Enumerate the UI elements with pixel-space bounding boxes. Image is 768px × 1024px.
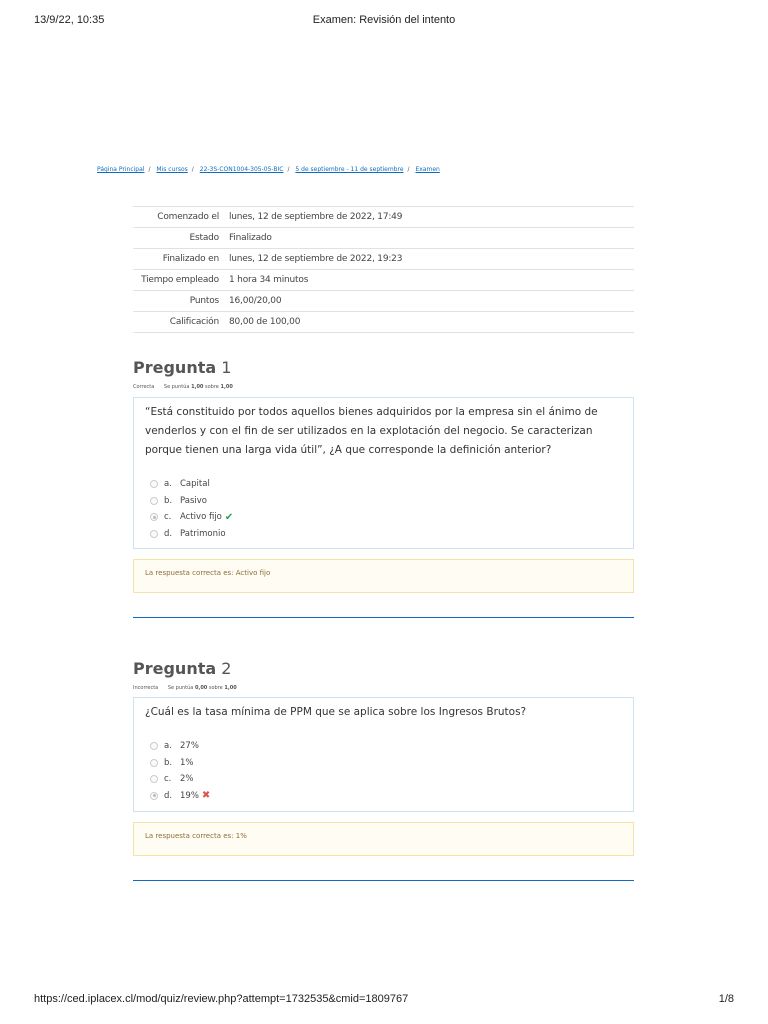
answer-option[interactable] [150,755,633,772]
summary-label: Calificación [133,312,225,333]
answer-letter: d. [164,790,173,801]
answer-label: 2% [180,774,194,785]
check-icon: ✔ [224,511,234,523]
radio-checked-icon[interactable] [150,792,158,800]
answer-option[interactable] [150,509,633,526]
summary-value: 80,00 de 100,00 [225,312,634,333]
answer-option[interactable] [150,476,633,493]
grade-score: 1,00 [191,384,204,390]
summary-label: Estado [133,228,225,249]
breadcrumb-exam[interactable]: Examen [415,166,440,173]
radio-checked-icon[interactable] [150,513,158,521]
question-title [133,659,231,678]
breadcrumb-week[interactable]: 5 de septiembre - 11 de septiembre [295,166,404,173]
answer-label: Pasivo [180,495,207,506]
summary-value: lunes, 12 de septiembre de 2022, 17:49 [225,207,634,228]
answer-letter: c. [164,774,172,785]
question-word: Pregunta [133,358,217,377]
answer-option[interactable] [150,788,633,805]
summary-value: 1 hora 34 minutos [225,270,634,291]
answer-label: Patrimonio [180,528,226,539]
summary-row-marks [133,291,634,312]
print-header [0,14,768,34]
radio-icon[interactable] [150,480,158,488]
breadcrumb-separator: / [148,166,151,173]
answer-label: Capital [180,479,210,490]
breadcrumb-course[interactable]: 22-3S-CON1004-305-05-BIC [199,166,284,173]
question-status: Correcta [133,384,155,390]
breadcrumb [97,166,440,173]
summary-row-state [133,228,634,249]
summary-row-started [133,207,634,228]
radio-icon[interactable] [150,530,158,538]
answer-option[interactable] [150,493,633,510]
question-text: ¿Cuál es la tasa mínima de PPM que se aplica sobre los Ingresos Brutos? [145,706,527,718]
summary-label: Comenzado el [133,207,225,228]
summary-row-grade [133,312,634,333]
question-grade [168,685,237,691]
question-grade [164,384,233,390]
grade-separator: sobre [208,685,223,691]
attempt-summary-table [133,206,634,333]
answer-letter: a. [164,741,172,752]
breadcrumb-my-courses[interactable]: Mis cursos [156,166,188,173]
grade-max: 1,00 [224,685,237,691]
answer-option[interactable] [150,526,633,543]
question-divider [133,880,634,881]
grade-prefix: Se puntúa [163,384,190,390]
summary-value: 16,00/20,00 [225,291,634,312]
answer-label: Activo fijo [180,512,222,523]
answer-option[interactable] [150,738,633,755]
breadcrumb-separator: / [407,166,410,173]
answer-label: 27% [180,741,199,752]
radio-icon[interactable] [150,742,158,750]
answer-list [134,460,633,542]
question-status: Incorrecta [133,685,159,691]
summary-label: Finalizado en [133,249,225,270]
summary-label: Puntos [133,291,225,312]
summary-label: Tiempo empleado [133,270,225,291]
answer-letter: b. [164,757,173,768]
question-info [133,685,237,691]
breadcrumb-separator: / [191,166,194,173]
answer-option[interactable] [150,771,633,788]
breadcrumb-home[interactable]: Página Principal [97,166,145,173]
question-title [133,358,231,377]
print-url: https://ced.iplacex.cl/mod/quiz/review.php?attempt=1732535&cmid=1809767 [34,993,409,1005]
print-datetime: 13/9/22, 10:35 [34,14,105,26]
answer-label: 19% [180,790,199,801]
summary-row-time-taken [133,270,634,291]
question-box [133,397,634,549]
correct-answer-feedback: La respuesta correcta es: 1% [133,822,634,856]
question-word: Pregunta [133,659,217,678]
radio-icon[interactable] [150,497,158,505]
radio-icon[interactable] [150,759,158,767]
grade-score: 0,00 [194,685,208,691]
grade-max: 1,00 [220,384,233,390]
answer-label: 1% [180,757,194,768]
answer-list [134,722,633,804]
answer-letter: a. [164,479,172,490]
answer-letter: d. [164,528,173,539]
cross-icon: ✖ [201,790,211,802]
radio-icon[interactable] [150,775,158,783]
summary-value: Finalizado [225,228,634,249]
breadcrumb-separator: / [287,166,290,173]
question-number: 2 [221,659,232,678]
grade-prefix: Se puntúa [167,685,194,691]
correct-answer-feedback: La respuesta correcta es: Activo fijo [133,559,634,593]
answer-letter: b. [164,495,173,506]
question-box [133,697,634,812]
answer-letter: c. [164,512,172,523]
summary-row-finished [133,249,634,270]
question-text: “Está constituido por todos aquellos bienes adquiridos por la empresa sin el ánimo de venderlos y con el fin de ser utilizados en la explotación del negocio. Se caracterizan porque tienen una larga vida útil”, ¿A que corresponde la definición anterior? [145,406,598,456]
print-title: Examen: Revisión del intento [312,14,456,26]
question-divider [133,617,634,618]
print-page-number: 1/8 [718,993,734,1005]
question-number: 1 [221,358,232,377]
summary-value: lunes, 12 de septiembre de 2022, 19:23 [225,249,634,270]
question-info [133,384,233,390]
grade-separator: sobre [205,384,219,390]
